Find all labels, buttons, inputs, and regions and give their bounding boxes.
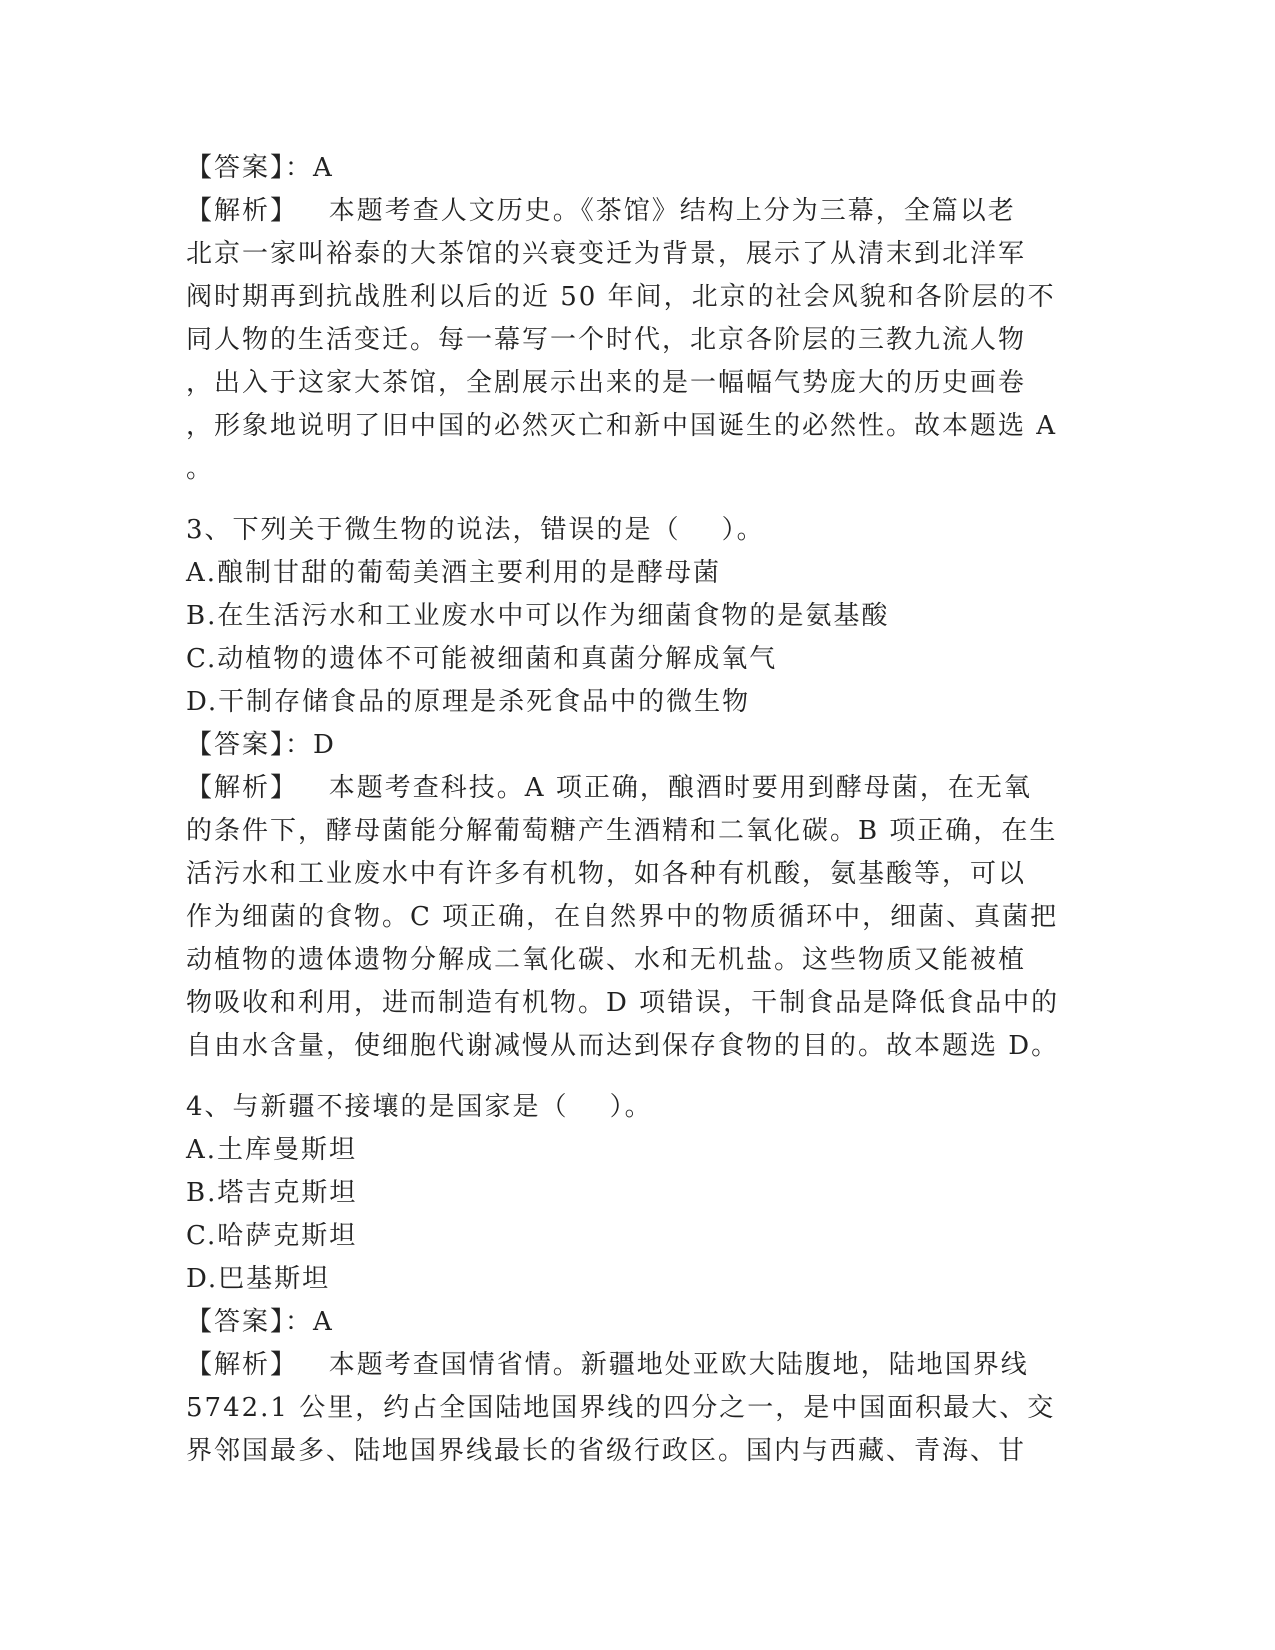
analysis-line: 的条件下，酵母菌能分解葡萄糖产生酒精和二氧化碳。B 项正确，在生 — [186, 816, 1058, 846]
analysis-line: 界邻国最多、陆地国界线最长的省级行政区。国内与西藏、青海、甘 — [186, 1436, 1027, 1466]
analysis-line: 【解析】 本题考查科技。A 项正确，酿酒时要用到酵母菌，在无氧 — [186, 773, 1032, 803]
analysis-line: 北京一家叫裕泰的大茶馆的兴衰变迁为背景，展示了从清末到北洋军 — [186, 239, 1027, 269]
analysis-line: 同人物的生活变迁。每一幕写一个时代，北京各阶层的三教九流人物 — [186, 325, 1027, 355]
analysis-line: 阀时期再到抗战胜利以后的近 50 年间，北京的社会风貌和各阶层的不 — [186, 282, 1056, 312]
analysis-line: 物吸收和利用，进而制造有机物。D 项错误，干制食品是降低食品中的 — [186, 988, 1060, 1018]
question-3-option-b: B.在生活污水和工业废水中可以作为细菌食物的是氨基酸 — [186, 601, 890, 631]
answer-line: 【答案】：D — [186, 730, 336, 760]
question-4-option-a: A.土库曼斯坦 — [186, 1135, 358, 1165]
question-4-option-d: D.巴基斯坦 — [186, 1264, 331, 1294]
analysis-line: ，出入于这家大茶馆，全剧展示出来的是一幅幅气势庞大的历史画卷 — [186, 368, 1027, 398]
analysis-line: ，形象地说明了旧中国的必然灭亡和新中国诞生的必然性。故本题选 A — [186, 411, 1058, 441]
answer-line: 【答案】：A — [186, 153, 334, 183]
question-3-option-d: D.干制存储食品的原理是杀死食品中的微生物 — [186, 687, 751, 717]
document-content — [186, 147, 1086, 1473]
question-4-option-c: C.哈萨克斯坦 — [186, 1221, 358, 1251]
analysis-line: 。 — [186, 454, 215, 484]
analysis-line: 【解析】 本题考查人文历史。《茶馆》结构上分为三幕，全篇以老 — [186, 196, 1016, 226]
question-3-option-c: C.动植物的遗体不可能被细菌和真菌分解成氧气 — [186, 644, 778, 674]
answer-line: 【答案】：A — [186, 1307, 334, 1337]
question-4-stem: 4、与新疆不接壤的是国家是（ ）。 — [186, 1092, 653, 1122]
analysis-line: 作为细菌的食物。C 项正确，在自然界中的物质循环中，细菌、真菌把 — [186, 902, 1059, 932]
question-3-option-a: A.酿制甘甜的葡萄美酒主要利用的是酵母菌 — [186, 558, 722, 588]
analysis-line: 5742.1 公里，约占全国陆地国界线的四分之一，是中国面积最大、交 — [186, 1393, 1056, 1423]
question-3-stem: 3、下列关于微生物的说法，错误的是（ ）。 — [186, 515, 765, 545]
analysis-line: 【解析】 本题考查国情省情。新疆地处亚欧大陆腹地，陆地国界线 — [186, 1350, 1029, 1380]
question-4-option-b: B.塔吉克斯坦 — [186, 1178, 358, 1208]
analysis-line: 动植物的遗体遗物分解成二氧化碳、水和无机盐。这些物质又能被植 — [186, 945, 1027, 975]
analysis-line: 活污水和工业废水中有许多有机物，如各种有机酸，氨基酸等，可以 — [186, 859, 1027, 889]
analysis-line: 自由水含量，使细胞代谢减慢从而达到保存食物的目的。故本题选 D。 — [186, 1031, 1060, 1061]
